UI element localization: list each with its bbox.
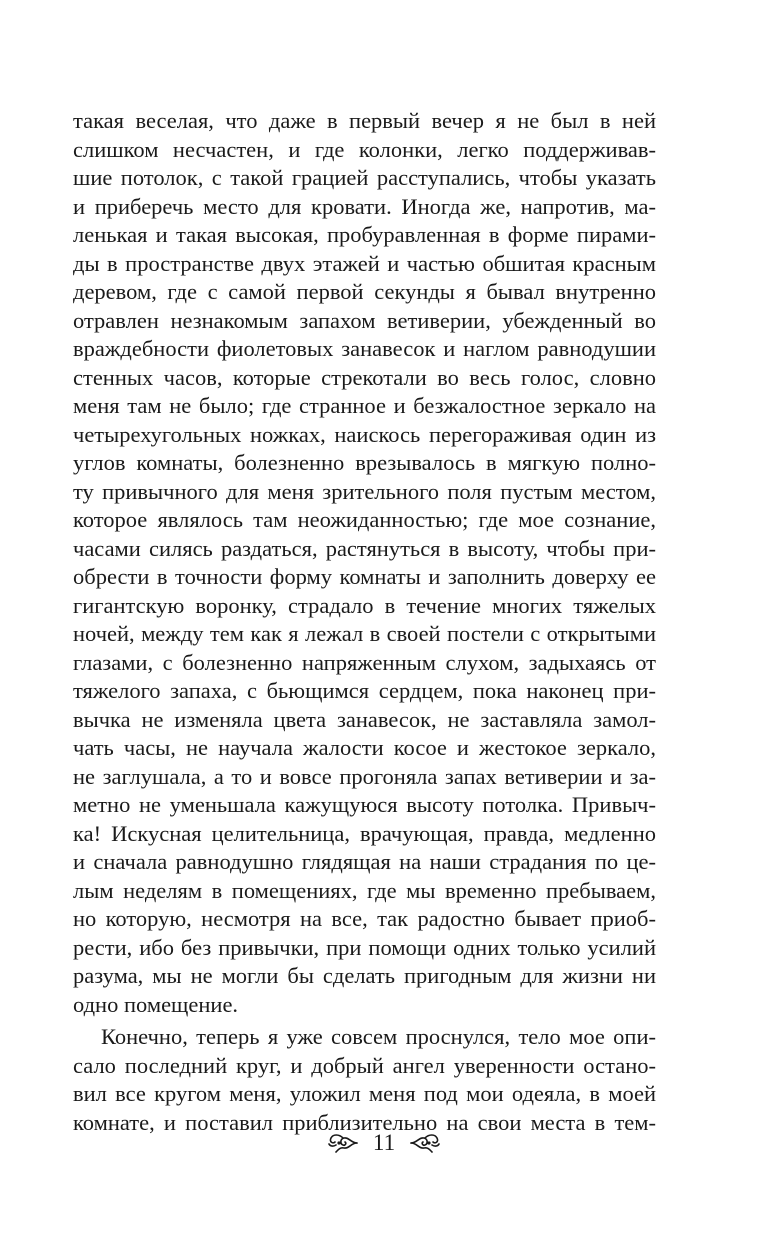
text-line: глазами, с болезненно напряженным слухом, задыхаясь от xyxy=(73,649,656,675)
text-line: углов комнаты, болезненно врезывалось в мягкую полно- xyxy=(73,450,656,475)
text-line: не заглушала, а то и вовсе прогоняла запах ветиверии и за- xyxy=(73,763,656,789)
page-footer xyxy=(0,1126,768,1160)
text-line: чать часы, не научала жалости косое и жестокое зеркало, xyxy=(73,735,656,760)
text-line: стенных часов, которые стрекотали во весь голос, словно xyxy=(73,364,656,390)
text-line: обрести в точности форму комнаты и заполнить доверху ее xyxy=(73,564,656,589)
text-line: и сначала равнодушно глядящая на наши страдания по це- xyxy=(73,849,656,874)
text-line: ту привычного для меня зрительного поля пустым местом, xyxy=(73,478,656,504)
paragraph-2 xyxy=(73,1023,656,1137)
text-line: меня там не было; где странное и безжалостное зеркало на xyxy=(73,393,656,418)
text-line: ды в пространстве двух этажей и частью обшитая красным xyxy=(73,250,656,276)
text-line: но которую, несмотря на все, так радостно бывает приоб- xyxy=(73,906,656,931)
paragraph-1 xyxy=(73,107,656,1019)
text-line: разума, мы не могли бы сделать пригодным для жизни ни xyxy=(73,963,656,988)
text-line: ночей, между тем как я лежал в своей постели с открытыми xyxy=(73,621,656,646)
fleuron-ornament-icon xyxy=(327,1132,359,1154)
page-number: 11 xyxy=(372,1130,396,1155)
text-line: слишком несчастен, и где колонки, легко поддерживав- xyxy=(73,136,656,162)
text-line: метно не уменьшала кажущуюся высоту потолка. Привыч- xyxy=(73,792,656,817)
text-line: часами силясь раздаться, растянуться в высоту, чтобы при- xyxy=(73,535,656,561)
text-line: и приберечь место для кровати. Иногда же, напротив, ма- xyxy=(73,193,656,219)
text-line: отравлен незнакомым запахом ветиверии, убежденный во xyxy=(73,307,656,333)
text-line: четырехугольных ножках, наискось перегораживая один из xyxy=(73,421,656,447)
text-line: ка! Искусная целительница, врачующая, правда, медленно xyxy=(73,820,656,846)
text-line: которое являлось там неожиданностью; где мое сознание, xyxy=(73,507,656,532)
text-line: ленькая и такая высокая, пробуравленная в форме пирами- xyxy=(73,222,656,247)
text-line: шие потолок, с такой грацией расступались, чтобы указать xyxy=(73,165,656,190)
text-line: Конечно, теперь я уже совсем проснулся, тело мое опи- xyxy=(101,1024,656,1049)
text-line: комнате, и поставил приблизительно на свои места в тем- xyxy=(73,1109,656,1135)
text-line: одно помещение. xyxy=(73,991,239,1017)
text-line: враждебности фиолетовых занавесок и наглом равнодушии xyxy=(73,336,656,361)
body-text xyxy=(73,107,656,1137)
text-line: гигантскую воронку, страдало в течение многих тяжелых xyxy=(73,592,656,618)
text-line: тяжелого запаха, с бьющимся сердцем, пока наконец при- xyxy=(73,678,656,703)
fleuron-ornament-icon xyxy=(409,1132,441,1154)
text-line: деревом, где с самой первой секунды я бывал внутренно xyxy=(73,279,656,304)
text-line: такая веселая, что даже в первый вечер я не был в ней xyxy=(73,108,656,133)
text-line: вычка не изменяла цвета занавесок, не заставляла замол- xyxy=(73,706,656,732)
text-line: рести, ибо без привычки, при помощи одних только усилий xyxy=(73,934,656,960)
text-line: вил все кругом меня, уложил меня под мои одеяла, в моей xyxy=(73,1081,656,1106)
text-line: лым неделям в помещениях, где мы временно пребываем, xyxy=(73,877,656,903)
text-line: сало последний круг, и добрый ангел уверенности остано- xyxy=(73,1052,656,1078)
